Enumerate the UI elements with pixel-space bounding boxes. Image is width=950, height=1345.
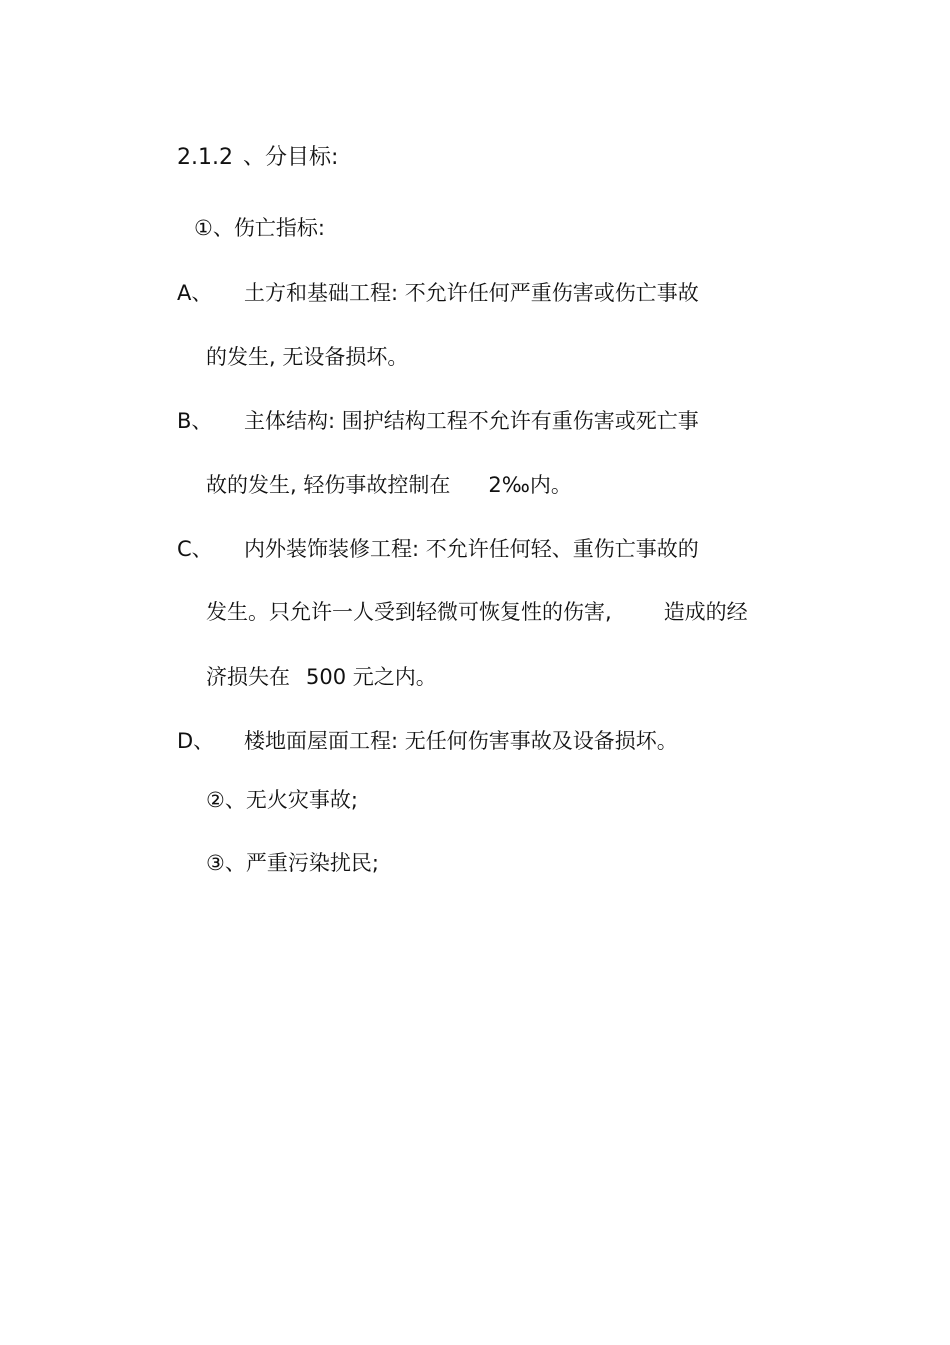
section-number: 2.1.2 [177,145,233,170]
item-c-line3-text: 济损失在 [206,665,290,689]
item-b-line2 [206,471,572,499]
item-c-line3 [206,663,437,691]
item-d-label: D、 [177,729,215,753]
section-title: 、分目标: [242,145,339,170]
item-a-label: A、 [177,281,213,305]
subheading-casualty-indicators: ①、伤亡指标: [194,216,325,240]
item-d-line1: 楼地面屋面工程: 无任何伤害事故及设备损坏。 [244,729,678,753]
item-c-amount: 500 元之内。 [306,665,437,689]
item-b-label: B、 [177,409,213,433]
item-c-line2 [206,598,748,626]
item-b-rate: 2‰内。 [488,473,572,497]
item-b-line2-text: 故的发生, 轻伤事故控制在 [206,473,451,497]
subheading-no-pollution: ③、严重污染扰民; [206,851,379,875]
item-c-line1: 内外装饰装修工程: 不允许任何轻、重伤亡事故的 [244,537,699,561]
item-b-line1: 主体结构: 围护结构工程不允许有重伤害或死亡事 [244,409,699,433]
item-a-line1: 土方和基础工程: 不允许任何严重伤害或伤亡事故 [244,281,699,305]
item-c-line2-text: 发生。只允许一人受到轻微可恢复性的伤害, [206,600,612,624]
subheading-no-fire: ②、无火灾事故; [206,788,358,812]
section-heading [177,144,338,172]
item-c-label: C、 [177,537,213,561]
item-a-line2: 的发生, 无设备损坏。 [206,345,409,369]
item-c-line2-tail: 造成的经 [663,600,748,624]
